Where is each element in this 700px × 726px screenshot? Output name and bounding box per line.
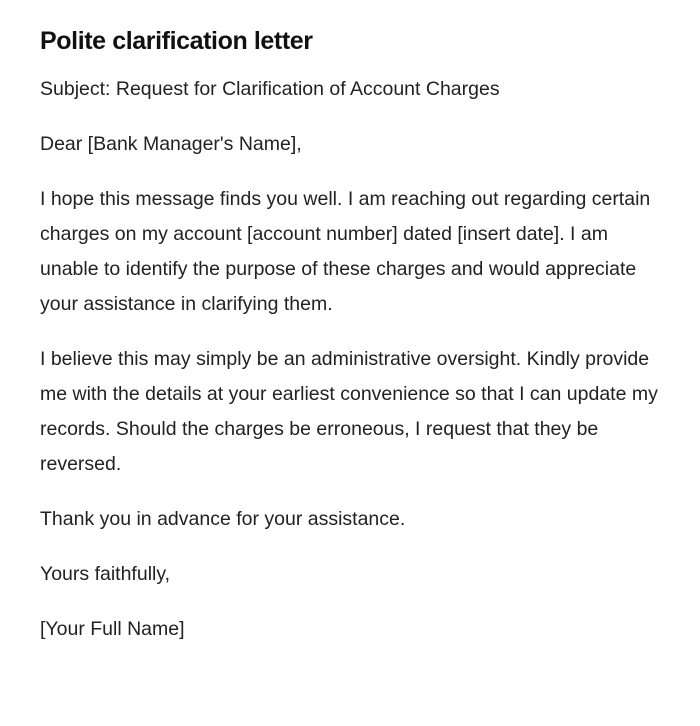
letter-closing: Yours faithfully, (40, 563, 171, 585)
letter-subject: Subject: Request for Clarification of Account Charges (40, 78, 500, 100)
letter-paragraph-2: I believe this may simply be an administrative oversight. Kindly provide me with the details at your earliest convenience so that I can update my records. Should the charges be erroneous, I request that they be reversed. (40, 348, 658, 475)
letter-salutation: Dear [Bank Manager's Name], (40, 133, 302, 155)
letter-signature: [Your Full Name] (40, 618, 185, 640)
letter-thanks: Thank you in advance for your assistance. (40, 508, 406, 530)
letter-paragraph-1: I hope this message finds you well. I am reaching out regarding certain charges on my account [account number] dated [insert date]. I am unable to identify the purpose of these charges and would appreciate your assistance in clarifying them. (40, 188, 651, 315)
letter-title: Polite clarification letter (40, 27, 313, 55)
